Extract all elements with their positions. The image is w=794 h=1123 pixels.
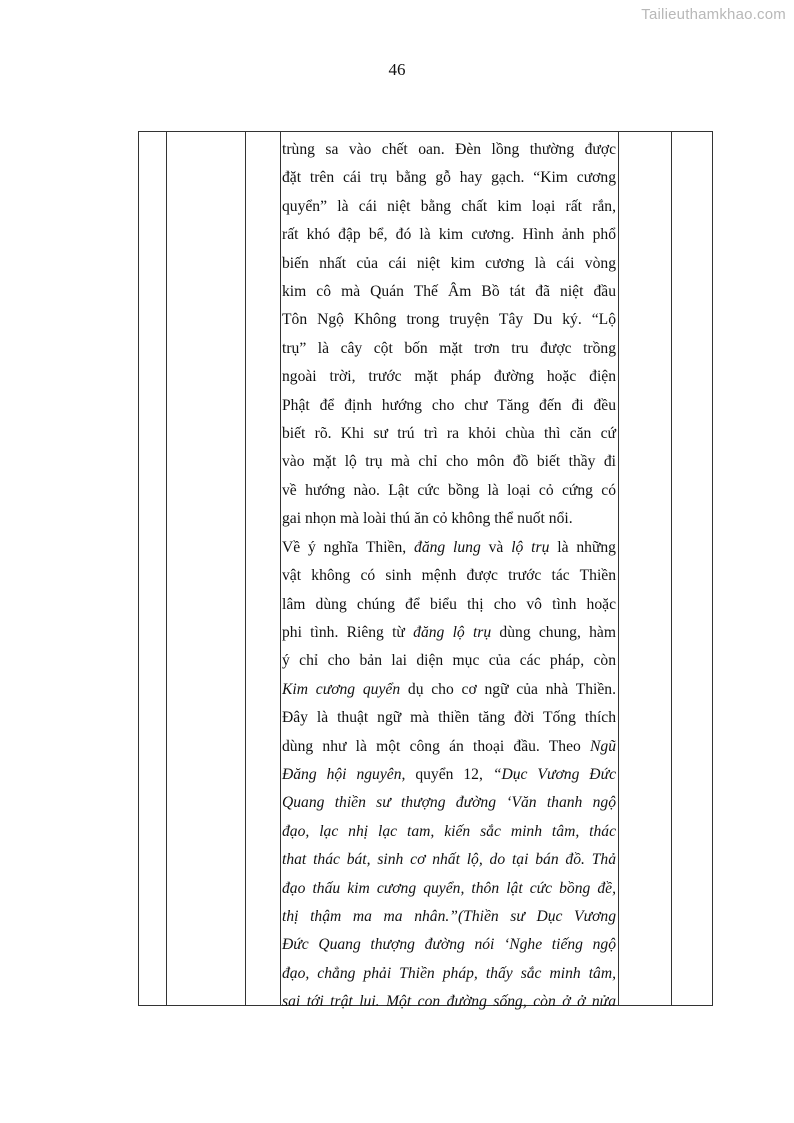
text-line (282, 846, 616, 874)
text-segment: sai tới trật lui. Một con đường sống, còn ở ở nửa (282, 993, 616, 1011)
text-segment: Tôn Ngộ Không trong truyện Tây Du ký. “Lộ (282, 311, 616, 329)
text-line (282, 477, 616, 505)
text-segment: về hướng nào. Lật cức bồng là loại cỏ cứng có (282, 481, 616, 499)
text-segment: dụ cho cơ ngữ của nhà Thiền. (400, 680, 616, 698)
text-segment: đăng lộ trụ (413, 623, 492, 641)
text-line (282, 534, 616, 562)
text-segment: dùng chung, hàm (491, 623, 616, 641)
text-line (282, 875, 616, 903)
text-segment: Phật để định hướng cho chư Tăng đến đi đều (282, 396, 616, 414)
text-line (282, 562, 616, 590)
text-line (282, 505, 616, 533)
text-line (282, 733, 616, 761)
text-cell (280, 132, 618, 1017)
text-line (282, 164, 616, 192)
text-segment: Quang thiền sư thượng đường ‘Văn thanh ngộ (282, 794, 616, 812)
text-segment: Ngũ (590, 737, 616, 755)
text-line (282, 250, 616, 278)
text-segment: vào mặt lộ trụ mà chỉ cho môn đồ biết thầy đi (282, 453, 616, 471)
text-line (282, 221, 616, 249)
text-line (282, 960, 616, 988)
text-segment: quyển 12, (405, 765, 493, 783)
text-segment: lộ trụ (511, 538, 550, 556)
text-segment: ý chỉ cho bản lai diện mục của các pháp, còn (282, 652, 616, 670)
text-segment: thị thậm ma ma nhân.”(Thiền sư Dục Vương (282, 907, 616, 925)
text-segment: đặt trên cái trụ bằng gỗ hay gạch. “Kim cương (282, 169, 616, 187)
column-divider (166, 132, 167, 1005)
page-number: 46 (388, 60, 406, 79)
text-segment: và (480, 538, 512, 556)
text-line (282, 591, 616, 619)
text-line (282, 789, 616, 817)
text-segment: đạo thấu kim cương quyển, thôn lật cức bồng đề, (282, 879, 616, 897)
text-line (282, 704, 616, 732)
text-segment: trụ” là cây cột bốn mặt trơn tru được trồng (282, 339, 616, 357)
text-line (282, 363, 616, 391)
text-segment: quyển” là cái niệt bằng chất kim loại rất rắn, (282, 197, 616, 215)
text-line (282, 448, 616, 476)
text-line (282, 392, 616, 420)
text-segment: Đăng hội nguyên, (282, 765, 406, 783)
text-segment: kim cô mà Quán Thế Âm Bồ tát đã niệt đầu (282, 283, 616, 301)
text-line (282, 136, 616, 164)
text-segment: ngoài trời, trước mặt pháp đường hoặc điện (282, 368, 616, 386)
text-segment: là những (549, 538, 616, 556)
text-segment: trùng sa vào chết oan. Đèn lồng thường được (282, 141, 616, 158)
text-segment: lâm dùng chúng để biểu thị cho vô tình hoặc (282, 595, 616, 613)
text-segment: đạo, chẳng phải Thiền pháp, thấy sắc minh tâm, (282, 964, 616, 982)
text-segment: Về ý nghĩa Thiền, (282, 538, 415, 556)
text-segment: “Dục Vương Đức (492, 765, 616, 783)
text-segment: biến nhất của cái niệt kim cương là cái vòng (282, 254, 616, 272)
text-segment: vật không có sinh mệnh được trước tác Thiền (282, 567, 616, 585)
text-line (282, 903, 616, 931)
column-divider (245, 132, 246, 1005)
text-segment: đạo, lạc nhị lạc tam, kiến sắc minh tâm, thác (282, 822, 616, 840)
text-segment: rất khó đập bể, đó là kim cương. Hình ảnh phổ (282, 226, 616, 244)
text-line (282, 818, 616, 846)
column-divider (618, 132, 619, 1005)
text-segment: Kim cương quyển (282, 680, 401, 698)
text-line (282, 193, 616, 221)
text-line (282, 619, 616, 647)
text-line (282, 306, 616, 334)
text-line (282, 988, 616, 1016)
text-segment: dùng như là một công án thoại đầu. Theo (282, 737, 590, 755)
text-line (282, 420, 616, 448)
text-line (282, 761, 616, 789)
text-segment: biết rõ. Khi sư trú trì ra khỏi chùa thì căn cứ (282, 425, 616, 443)
text-segment: Đây là thuật ngữ mà thiền tăng đời Tống thích (282, 709, 616, 727)
text-segment: that thác bát, sinh cơ nhất lộ, do tại bán đồ. Thả (282, 851, 616, 869)
text-segment: gai nhọn mà loài thú ăn cỏ không thể nuốt nổi. (282, 510, 573, 528)
table (138, 131, 713, 1011)
text-segment: Đức Quang thượng đường nói ‘Nghe tiếng ngộ (282, 936, 616, 954)
text-segment: phi tình. Riêng từ (282, 623, 414, 641)
text-line (282, 335, 616, 363)
column-divider (671, 132, 672, 1005)
text-line (282, 647, 616, 675)
text-line (282, 676, 616, 704)
text-segment: đăng lung (414, 538, 481, 556)
text-line (282, 931, 616, 959)
watermark: Tailieuthamkhao.com (641, 6, 786, 23)
text-line (282, 278, 616, 306)
